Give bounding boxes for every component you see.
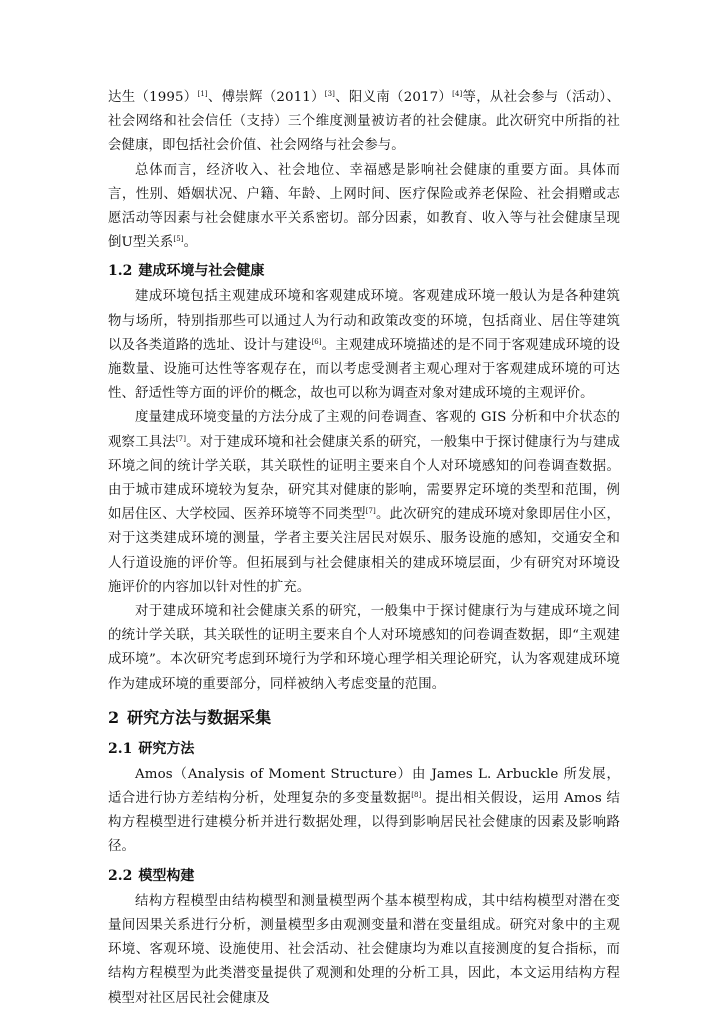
text: 对于建成环境和社会健康关系的研究，一般集中于探讨健康行为与建成环境之间的统计学关联，其关联性的证明主要来自个人对环境感知的问卷调查数据，即“主观建成环境”。本次研究考虑到环境行为学和环境心理学相关理论研究，认为客观建成环境作为建成环境的重要部分，同样被纳入考虑变量的范围。 xyxy=(108,604,620,692)
paper-page xyxy=(108,86,620,1011)
section-number: 2 xyxy=(108,707,120,727)
section-title: 建成环境与社会健康 xyxy=(138,263,265,280)
text: Amos（Analysis of Moment Structure）由 James L. Arbuckle 所发展，适合进行协方差结构分析，处理复杂的多变量数据 xyxy=(108,766,620,807)
text: 、傅崇辉（2011） xyxy=(207,90,325,105)
text: 。提出相关假设，运用 Amos 结构方程模型进行建模分析并进行数据处理，以得到影响居民社会健康的因素及影响路径。 xyxy=(108,791,620,855)
citation[interactable]: [7] xyxy=(175,434,187,443)
section-heading-2-1 xyxy=(108,739,620,759)
citation[interactable]: [5] xyxy=(173,235,184,244)
text: 。 xyxy=(183,235,198,251)
section-number: 2.2 xyxy=(108,867,133,884)
paragraph-measurement-methods xyxy=(108,406,620,600)
citation[interactable]: [6] xyxy=(311,337,322,346)
citation[interactable]: [4] xyxy=(452,90,463,98)
paragraph-influencing-factors xyxy=(108,159,620,256)
paragraph-social-health-dimensions xyxy=(108,86,620,159)
text: 达生（1995） xyxy=(108,90,198,105)
section-heading-2-2 xyxy=(108,866,620,886)
paragraph-model-construction xyxy=(108,890,620,1011)
paragraph-built-environment-definition xyxy=(108,285,620,406)
paragraph-research-scope xyxy=(108,600,620,697)
citation[interactable]: [8] xyxy=(411,791,422,800)
text: 、阳义南（2017） xyxy=(335,90,453,105)
text: 。对于建成环境和社会健康关系的研究，一般集中于探讨健康行为与建成环境之间的统计学关联，其关联性的证明主要来自个人对环境感知的问卷调查数据。由于城市建成环境较为复杂，研究其对健康的影响，需要界定环境的类型和范围，例如居住区、大学校园、医养环境等不同类型 xyxy=(108,434,620,523)
text: 度量建成环境变量的方法分成了主观的问卷调查、客观的 GIS 分析和中介状态的观察工具法 xyxy=(108,410,620,450)
text: 等，从社会参与（活动）、社会网络和社会信任（支持）三个维度测量被访者的社会健康。此次研究中所指的社会健康，即包括社会价值、社会网络与社会参与。 xyxy=(108,90,621,154)
text: 总体而言，经济收入、社会地位、幸福感是影响社会健康的重要方面。具体而言，性别、婚姻状况、户籍、年龄、上网时间、医疗保险或养老保险、社会捐赠或志愿活动等因素与社会健康水平关系密切。部分因素，如教育、收入等与社会健康呈现倒U型关系 xyxy=(108,162,620,251)
section-title: 研究方法 xyxy=(138,740,195,757)
text: 结构方程模型由结构模型和测量模型两个基本模型构成，其中结构模型对潜在变量间因果关系进行分析，测量模型多由观测变量和潜在变量组成。研究对象中的主观环境、客观环境、设施使用、社会活动、社会健康均为难以直接测度的复合指标，而结构方程模型为此类潜变量提供了观测和处理的分析工具，因此，本文运用结构方程模型对社区居民社会健康及 xyxy=(108,893,620,1006)
text: 。此次研究的建成环境对象即居住小区，对于这类建成环境的测量，学者主要关注居民对娱乐、服务设施的感知，交通安全和人行道设施的评价等。但拓展到与社会健康相关的建成环境层面，少有研究对环境设施评价的内容加以针对性的扩充。 xyxy=(108,507,620,595)
text: 建成环境包括主观建成环境和客观建成环境。客观建成环境一般认为是各种建筑物与场所，特别指那些可以通过人为行动和政策改变的环境，包括商业、居住等建筑以及各类道路的选址、设计与建设 xyxy=(108,289,620,353)
section-heading-2 xyxy=(108,707,620,729)
paragraph-amos-method xyxy=(108,763,620,860)
citation[interactable]: [3] xyxy=(324,90,336,98)
section-number: 1.2 xyxy=(108,263,133,280)
section-heading-1-2 xyxy=(108,261,620,281)
text: 。主观建成环境描述的是不同于客观建成环境的设施数量、设施可达性等客观存在，而以考虑受测者主观心理对于客观建成环境的可达性、舒适性等方面的评价的概念，故也可以称为调查对象对建成环境的主观评价。 xyxy=(108,337,621,402)
citation[interactable]: [1] xyxy=(197,90,208,98)
section-title: 研究方法与数据采集 xyxy=(127,707,272,727)
section-number: 2.1 xyxy=(108,740,133,757)
section-title: 模型构建 xyxy=(138,867,195,884)
citation[interactable]: [7] xyxy=(365,507,376,516)
